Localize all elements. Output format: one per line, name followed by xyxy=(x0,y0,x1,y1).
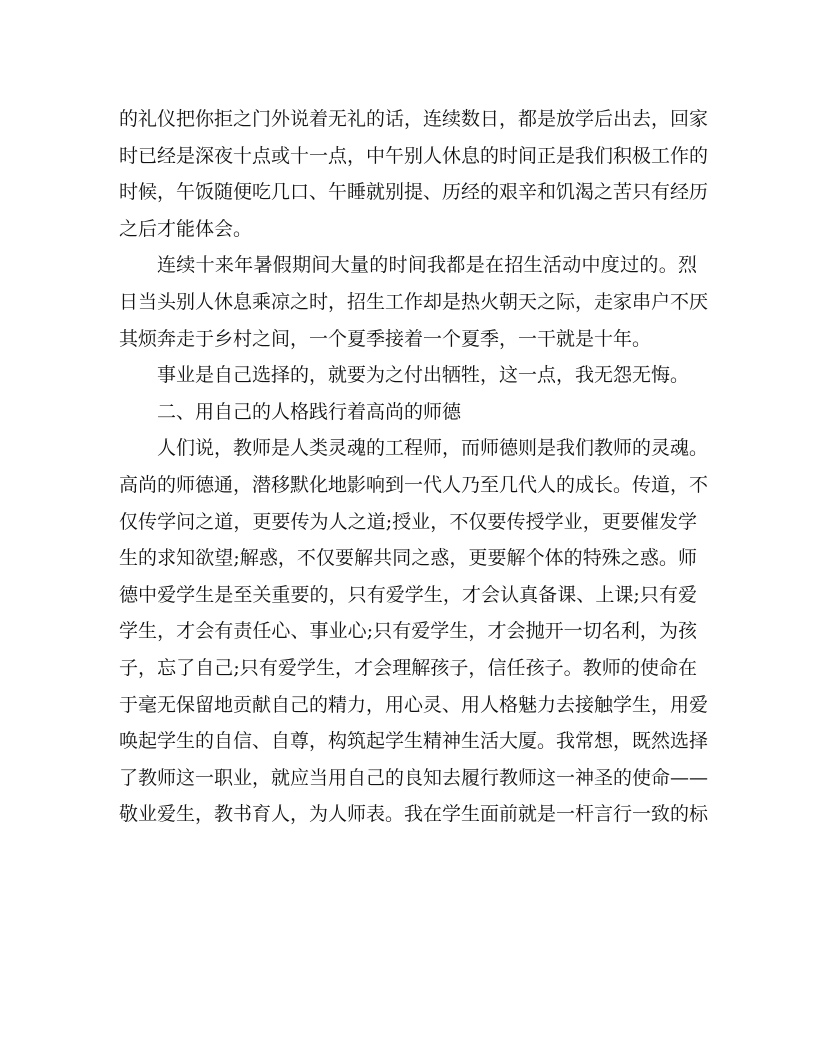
paragraph-single-line: 事业是自己选择的，就要为之付出牺牲，这一点，我无怨无悔。 xyxy=(157,364,690,387)
text-line: 的礼仪把你拒之门外说着无礼的话，连续数日，都是放学后出去，回家 xyxy=(119,108,709,130)
text-line: 德中爱学生是至关重要的，只有爱学生，才会认真备课、上课;只有爱 xyxy=(119,583,697,606)
section-heading: 二、用自己的人格践行着高尚的师德 xyxy=(157,400,462,423)
text-line: 之后才能体会。 xyxy=(119,217,253,240)
paragraph-first-line: 人们说，教师是人类灵魂的工程师，而师德则是我们教师的灵魂。 xyxy=(157,437,709,460)
text-line: 仅传学问之道，更要传为人之道;授业，不仅要传授学业，更要催发学 xyxy=(119,510,697,533)
document-body xyxy=(119,101,709,833)
text-line: 生的求知欲望;解惑，不仅要解共同之惑，更要解个体的特殊之惑。师 xyxy=(119,547,697,570)
text-line: 子，忘了自己;只有爱学生，才会理解孩子，信任孩子。教师的使命在 xyxy=(119,656,697,679)
text-line: 高尚的师德通，潜移默化地影响到一代人乃至几代人的成长。传道，不 xyxy=(119,473,709,496)
text-line: 时已经是深夜十点或十一点，中午别人休息的时间正是我们积极工作的 xyxy=(119,144,709,167)
text-line: 日当头别人休息乘凉之时，招生工作却是热火朝天之际，走家串户不厌 xyxy=(119,290,709,313)
text-line: 敬业爱生，教书育人，为人师表。我在学生面前就是一杆言行一致的标 xyxy=(119,803,709,826)
text-line: 了教师这一职业，就应当用自己的良知去履行教师这一神圣的使命—— xyxy=(119,766,709,789)
text-line: 于毫无保留地贡献自己的精力，用心灵、用人格魅力去接触学生，用爱 xyxy=(119,693,709,716)
paragraph-first-line: 连续十来年暑假期间大量的时间我都是在招生活动中度过的。烈 xyxy=(157,254,697,277)
text-line: 其烦奔走于乡村之间，一个夏季接着一个夏季，一干就是十年。 xyxy=(119,327,652,350)
text-line: 唤起学生的自信、自尊，构筑起学生精神生活大厦。我常想，既然选择 xyxy=(119,730,709,753)
text-line: 时候，午饭随便吃几口、午睡就别提、历经的艰辛和饥渴之苦只有经历 xyxy=(119,181,709,204)
text-line: 学生，才会有责任心、事业心;只有爱学生，才会抛开一切名利，为孩 xyxy=(119,620,697,643)
